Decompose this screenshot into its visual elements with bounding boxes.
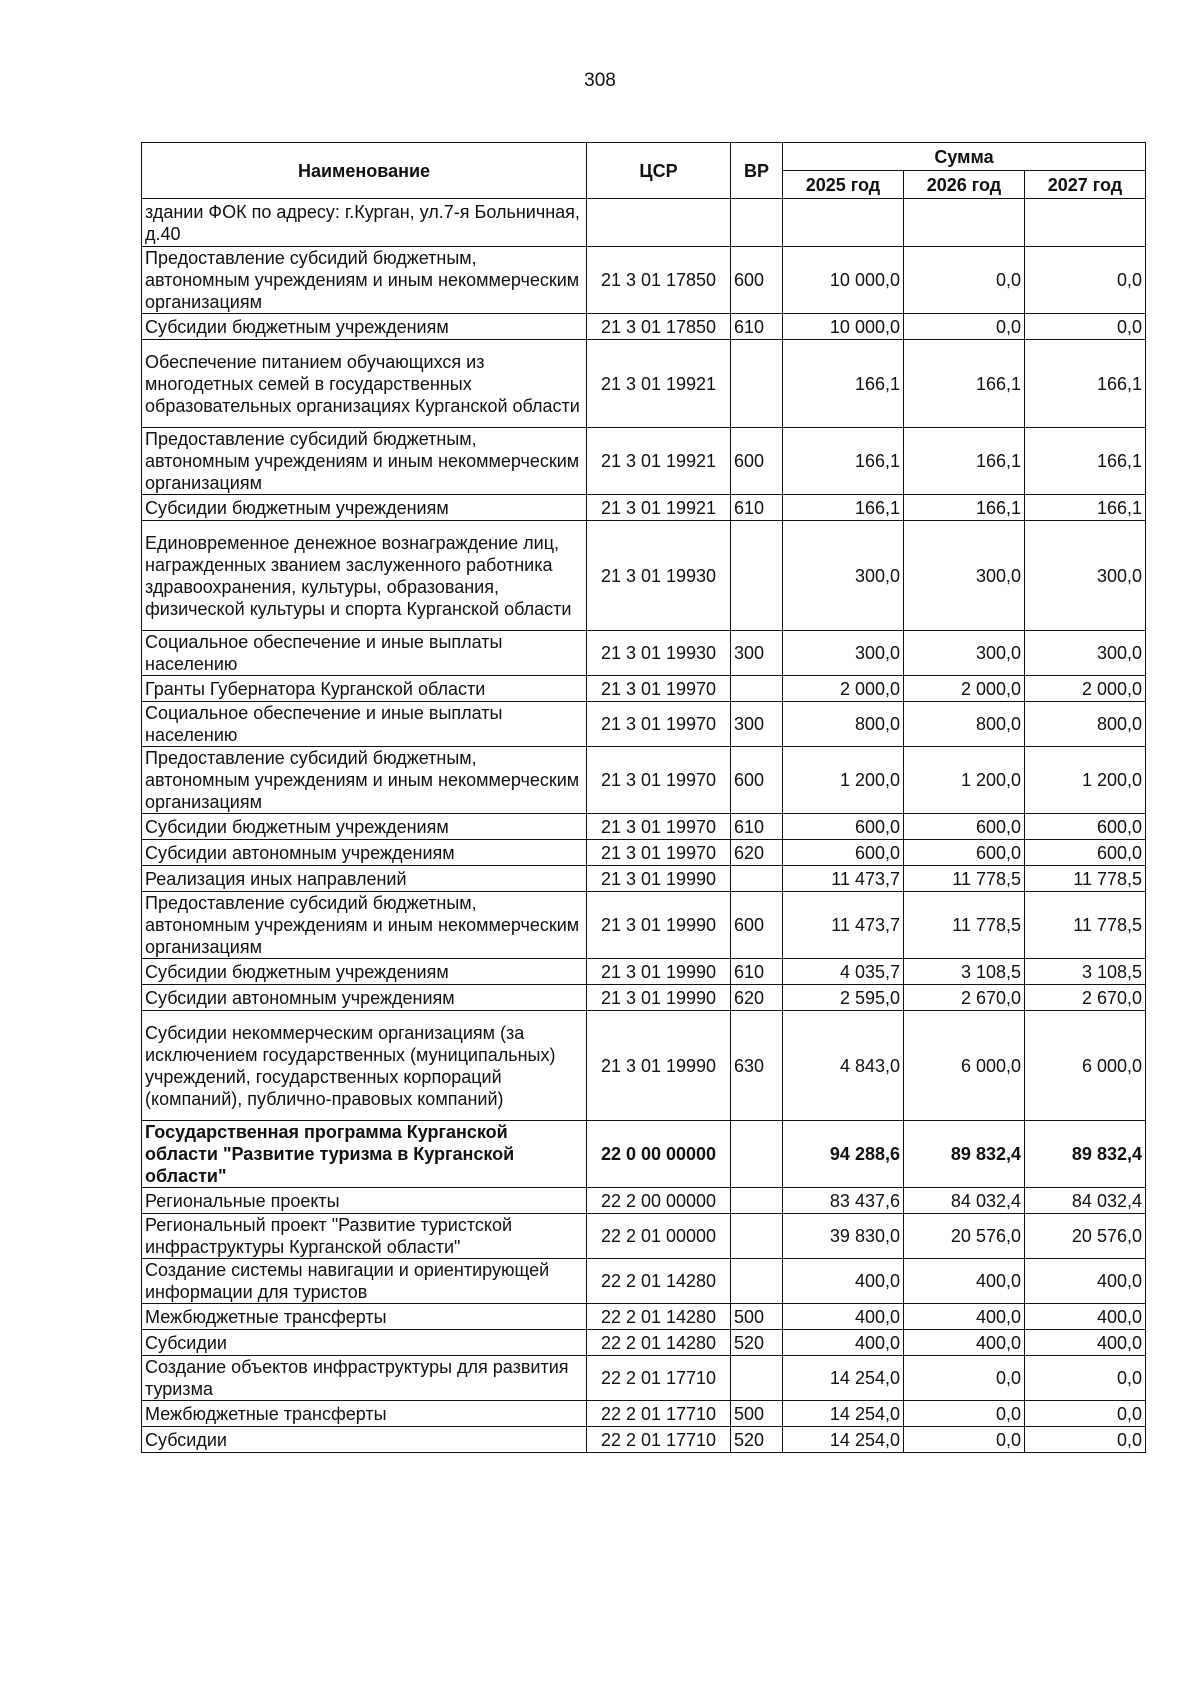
table-row xyxy=(142,702,1146,747)
table-row xyxy=(142,892,1146,959)
table-row xyxy=(142,631,1146,676)
row-csr: 21 3 01 17850 xyxy=(587,314,731,340)
row-sum-2026: 20 576,0 xyxy=(904,1214,1025,1259)
row-sum-2026: 600,0 xyxy=(904,840,1025,866)
header-sum: Сумма xyxy=(783,143,1146,171)
row-sum-2027: 84 032,4 xyxy=(1025,1188,1146,1214)
row-sum-2025: 94 288,6 xyxy=(783,1121,904,1188)
row-vr xyxy=(731,676,783,702)
header-2026: 2026 год xyxy=(904,171,1025,199)
header-vr: ВР xyxy=(731,143,783,199)
table-row xyxy=(142,247,1146,314)
row-sum-2025: 166,1 xyxy=(783,495,904,521)
row-sum-2025: 10 000,0 xyxy=(783,247,904,314)
header-2027: 2027 год xyxy=(1025,171,1146,199)
row-vr: 610 xyxy=(731,495,783,521)
row-vr xyxy=(731,1121,783,1188)
table-row xyxy=(142,676,1146,702)
table-row xyxy=(142,1011,1146,1121)
table-row xyxy=(142,495,1146,521)
row-sum-2027: 89 832,4 xyxy=(1025,1121,1146,1188)
row-sum-2027: 400,0 xyxy=(1025,1304,1146,1330)
row-sum-2027: 2 000,0 xyxy=(1025,676,1146,702)
table-row xyxy=(142,959,1146,985)
row-vr: 620 xyxy=(731,985,783,1011)
row-name: Межбюджетные трансферты xyxy=(142,1401,587,1427)
row-vr: 300 xyxy=(731,702,783,747)
row-csr: 21 3 01 19921 xyxy=(587,428,731,495)
row-sum-2025: 2 000,0 xyxy=(783,676,904,702)
row-sum-2027: 300,0 xyxy=(1025,631,1146,676)
row-sum-2025: 166,1 xyxy=(783,340,904,428)
row-name: Реализация иных направлений xyxy=(142,866,587,892)
row-sum-2026: 0,0 xyxy=(904,314,1025,340)
row-sum-2027: 166,1 xyxy=(1025,495,1146,521)
row-sum-2027: 0,0 xyxy=(1025,1427,1146,1453)
row-sum-2026: 0,0 xyxy=(904,1401,1025,1427)
row-sum-2027: 20 576,0 xyxy=(1025,1214,1146,1259)
row-name: Субсидии xyxy=(142,1427,587,1453)
row-vr xyxy=(731,199,783,247)
row-vr: 600 xyxy=(731,747,783,814)
row-csr: 21 3 01 19970 xyxy=(587,747,731,814)
row-name: Субсидии бюджетным учреждениям xyxy=(142,314,587,340)
row-sum-2026: 89 832,4 xyxy=(904,1121,1025,1188)
row-vr xyxy=(731,1259,783,1304)
row-csr xyxy=(587,199,731,247)
row-sum-2025: 600,0 xyxy=(783,814,904,840)
row-sum-2026: 84 032,4 xyxy=(904,1188,1025,1214)
row-sum-2027 xyxy=(1025,199,1146,247)
row-vr: 500 xyxy=(731,1401,783,1427)
row-sum-2026 xyxy=(904,199,1025,247)
row-name: Социальное обеспечение и иные выплаты населению xyxy=(142,702,587,747)
row-sum-2027: 11 778,5 xyxy=(1025,866,1146,892)
row-sum-2025: 11 473,7 xyxy=(783,892,904,959)
table-row xyxy=(142,428,1146,495)
row-vr xyxy=(731,1214,783,1259)
row-sum-2027: 166,1 xyxy=(1025,428,1146,495)
row-vr: 620 xyxy=(731,840,783,866)
table-row xyxy=(142,840,1146,866)
row-vr: 610 xyxy=(731,814,783,840)
row-sum-2026: 11 778,5 xyxy=(904,892,1025,959)
table-row xyxy=(142,814,1146,840)
row-name: Предоставление субсидий бюджетным, автономным учреждениям и иным некоммерческим организациям xyxy=(142,747,587,814)
row-sum-2027: 400,0 xyxy=(1025,1330,1146,1356)
table-row xyxy=(142,1188,1146,1214)
table-row xyxy=(142,747,1146,814)
row-csr: 21 3 01 19930 xyxy=(587,631,731,676)
row-sum-2026: 400,0 xyxy=(904,1330,1025,1356)
row-csr: 21 3 01 19990 xyxy=(587,1011,731,1121)
row-name: Субсидии бюджетным учреждениям xyxy=(142,814,587,840)
row-sum-2026: 0,0 xyxy=(904,1427,1025,1453)
table-row xyxy=(142,866,1146,892)
row-sum-2025: 400,0 xyxy=(783,1259,904,1304)
row-csr: 21 3 01 19990 xyxy=(587,866,731,892)
table-row xyxy=(142,1356,1146,1401)
row-name: Социальное обеспечение и иные выплаты населению xyxy=(142,631,587,676)
row-sum-2026: 600,0 xyxy=(904,814,1025,840)
row-sum-2026: 166,1 xyxy=(904,340,1025,428)
table-row xyxy=(142,340,1146,428)
row-vr xyxy=(731,521,783,631)
row-name: Гранты Губернатора Курганской области xyxy=(142,676,587,702)
table-row xyxy=(142,1214,1146,1259)
row-sum-2025: 1 200,0 xyxy=(783,747,904,814)
row-sum-2027: 3 108,5 xyxy=(1025,959,1146,985)
row-sum-2025: 400,0 xyxy=(783,1330,904,1356)
row-vr: 600 xyxy=(731,892,783,959)
row-sum-2025: 600,0 xyxy=(783,840,904,866)
row-sum-2026: 166,1 xyxy=(904,428,1025,495)
row-csr: 21 3 01 19990 xyxy=(587,892,731,959)
row-sum-2026: 6 000,0 xyxy=(904,1011,1025,1121)
row-sum-2026: 166,1 xyxy=(904,495,1025,521)
row-csr: 21 3 01 19970 xyxy=(587,814,731,840)
budget-table xyxy=(141,142,1146,1453)
row-name: Субсидии автономным учреждениям xyxy=(142,985,587,1011)
row-sum-2025: 2 595,0 xyxy=(783,985,904,1011)
row-sum-2026: 3 108,5 xyxy=(904,959,1025,985)
row-sum-2025 xyxy=(783,199,904,247)
row-csr: 22 2 01 17710 xyxy=(587,1356,731,1401)
row-sum-2026: 0,0 xyxy=(904,247,1025,314)
table-row xyxy=(142,1121,1146,1188)
table-row xyxy=(142,1330,1146,1356)
row-sum-2026: 2 670,0 xyxy=(904,985,1025,1011)
row-name: Создание объектов инфраструктуры для развития туризма xyxy=(142,1356,587,1401)
row-name: Субсидии некоммерческим организациям (за исключением государственных (муниципальных) учреждений, государственных корпораций (компаний), публично-правовых компаний) xyxy=(142,1011,587,1121)
row-csr: 21 3 01 19921 xyxy=(587,495,731,521)
row-csr: 21 3 01 19970 xyxy=(587,676,731,702)
row-sum-2026: 400,0 xyxy=(904,1259,1025,1304)
row-csr: 22 2 01 17710 xyxy=(587,1427,731,1453)
row-sum-2026: 2 000,0 xyxy=(904,676,1025,702)
row-csr: 22 2 01 14280 xyxy=(587,1330,731,1356)
row-sum-2027: 2 670,0 xyxy=(1025,985,1146,1011)
row-name: Предоставление субсидий бюджетным, автономным учреждениям и иным некоммерческим организациям xyxy=(142,247,587,314)
row-vr: 300 xyxy=(731,631,783,676)
row-csr: 22 0 00 00000 xyxy=(587,1121,731,1188)
row-name: Субсидии xyxy=(142,1330,587,1356)
row-sum-2025: 14 254,0 xyxy=(783,1427,904,1453)
row-sum-2025: 11 473,7 xyxy=(783,866,904,892)
row-name: Единовременное денежное вознаграждение лиц, награжденных званием заслуженного работника здравоохранения, культуры, образования, физической культуры и спорта Курганской области xyxy=(142,521,587,631)
table-row xyxy=(142,1304,1146,1330)
row-sum-2025: 14 254,0 xyxy=(783,1401,904,1427)
header-csr: ЦСР xyxy=(587,143,731,199)
row-vr: 520 xyxy=(731,1427,783,1453)
row-csr: 22 2 01 17710 xyxy=(587,1401,731,1427)
row-csr: 21 3 01 19990 xyxy=(587,959,731,985)
table-row xyxy=(142,1427,1146,1453)
row-vr: 600 xyxy=(731,247,783,314)
row-csr: 21 3 01 19921 xyxy=(587,340,731,428)
row-csr: 22 2 01 14280 xyxy=(587,1259,731,1304)
row-sum-2027: 600,0 xyxy=(1025,840,1146,866)
row-sum-2025: 166,1 xyxy=(783,428,904,495)
table-row xyxy=(142,314,1146,340)
row-csr: 21 3 01 19930 xyxy=(587,521,731,631)
row-sum-2027: 0,0 xyxy=(1025,1356,1146,1401)
row-sum-2025: 14 254,0 xyxy=(783,1356,904,1401)
row-vr: 520 xyxy=(731,1330,783,1356)
row-sum-2025: 400,0 xyxy=(783,1304,904,1330)
row-name: Создание системы навигации и ориентирующей информации для туристов xyxy=(142,1259,587,1304)
table-row xyxy=(142,1401,1146,1427)
row-sum-2026: 400,0 xyxy=(904,1304,1025,1330)
table-row xyxy=(142,199,1146,247)
row-csr: 21 3 01 19970 xyxy=(587,702,731,747)
row-sum-2027: 0,0 xyxy=(1025,314,1146,340)
row-csr: 22 2 01 14280 xyxy=(587,1304,731,1330)
row-vr: 500 xyxy=(731,1304,783,1330)
row-sum-2027: 400,0 xyxy=(1025,1259,1146,1304)
row-name: Региональные проекты xyxy=(142,1188,587,1214)
row-vr: 600 xyxy=(731,428,783,495)
row-sum-2025: 83 437,6 xyxy=(783,1188,904,1214)
row-sum-2025: 39 830,0 xyxy=(783,1214,904,1259)
row-sum-2027: 0,0 xyxy=(1025,1401,1146,1427)
row-sum-2025: 300,0 xyxy=(783,631,904,676)
row-sum-2027: 1 200,0 xyxy=(1025,747,1146,814)
row-sum-2025: 4 843,0 xyxy=(783,1011,904,1121)
row-sum-2027: 600,0 xyxy=(1025,814,1146,840)
row-name: здании ФОК по адресу: г.Курган, ул.7-я Больничная, д.40 xyxy=(142,199,587,247)
header-name: Наименование xyxy=(142,143,587,199)
row-name: Предоставление субсидий бюджетным, автономным учреждениям и иным некоммерческим организациям xyxy=(142,892,587,959)
row-sum-2027: 166,1 xyxy=(1025,340,1146,428)
row-name: Субсидии бюджетным учреждениям xyxy=(142,959,587,985)
row-sum-2025: 4 035,7 xyxy=(783,959,904,985)
table-row xyxy=(142,985,1146,1011)
row-csr: 21 3 01 17850 xyxy=(587,247,731,314)
page-number: 308 xyxy=(584,70,616,91)
row-vr xyxy=(731,1188,783,1214)
row-csr: 22 2 01 00000 xyxy=(587,1214,731,1259)
table-row xyxy=(142,521,1146,631)
row-vr: 610 xyxy=(731,959,783,985)
row-sum-2026: 11 778,5 xyxy=(904,866,1025,892)
row-sum-2026: 300,0 xyxy=(904,631,1025,676)
table-row xyxy=(142,1259,1146,1304)
row-vr xyxy=(731,1356,783,1401)
row-sum-2026: 300,0 xyxy=(904,521,1025,631)
header-2025: 2025 год xyxy=(783,171,904,199)
table-body xyxy=(142,199,1146,1453)
row-sum-2027: 11 778,5 xyxy=(1025,892,1146,959)
row-sum-2027: 6 000,0 xyxy=(1025,1011,1146,1121)
row-sum-2025: 300,0 xyxy=(783,521,904,631)
row-vr xyxy=(731,866,783,892)
row-name: Региональный проект "Развитие туристской инфраструктуры Курганской области" xyxy=(142,1214,587,1259)
row-name: Межбюджетные трансферты xyxy=(142,1304,587,1330)
row-vr xyxy=(731,340,783,428)
row-csr: 22 2 00 00000 xyxy=(587,1188,731,1214)
row-sum-2027: 300,0 xyxy=(1025,521,1146,631)
row-sum-2026: 1 200,0 xyxy=(904,747,1025,814)
row-name: Обеспечение питанием обучающихся из многодетных семей в государственных образовательных организациях Курганской области xyxy=(142,340,587,428)
row-csr: 21 3 01 19990 xyxy=(587,985,731,1011)
row-sum-2025: 10 000,0 xyxy=(783,314,904,340)
row-sum-2026: 800,0 xyxy=(904,702,1025,747)
row-sum-2026: 0,0 xyxy=(904,1356,1025,1401)
row-vr: 610 xyxy=(731,314,783,340)
row-sum-2027: 0,0 xyxy=(1025,247,1146,314)
row-name: Субсидии бюджетным учреждениям xyxy=(142,495,587,521)
row-name: Предоставление субсидий бюджетным, автономным учреждениям и иным некоммерческим организациям xyxy=(142,428,587,495)
row-sum-2025: 800,0 xyxy=(783,702,904,747)
row-name: Государственная программа Курганской области "Развитие туризма в Курганской области" xyxy=(142,1121,587,1188)
row-vr: 630 xyxy=(731,1011,783,1121)
row-sum-2027: 800,0 xyxy=(1025,702,1146,747)
row-name: Субсидии автономным учреждениям xyxy=(142,840,587,866)
row-csr: 21 3 01 19970 xyxy=(587,840,731,866)
